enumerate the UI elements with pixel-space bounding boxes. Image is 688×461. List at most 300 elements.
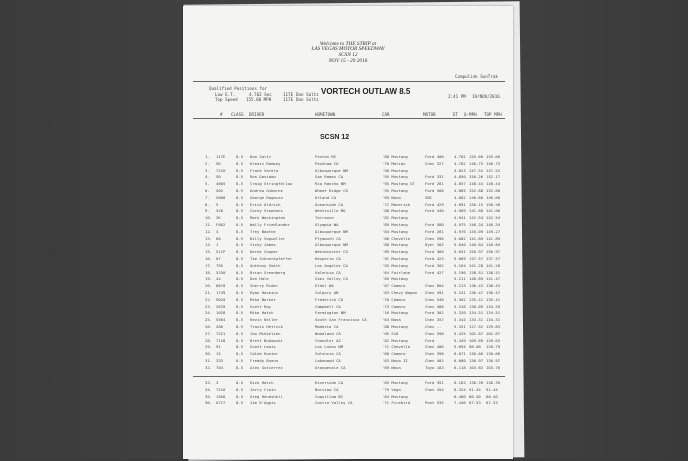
cell-car-number: 5000 bbox=[216, 194, 226, 200]
cell-row-number: 25. bbox=[205, 317, 213, 323]
cell-motor: Ford 427 bbox=[425, 269, 444, 275]
cell-car-number: 5564 bbox=[216, 317, 226, 323]
table-row bbox=[183, 365, 513, 370]
cell-row-number: 28. bbox=[205, 337, 213, 343]
cell-driver: Sherry Rider bbox=[250, 283, 279, 289]
cell-car-number: 795 bbox=[216, 262, 224, 268]
table-row bbox=[183, 161, 513, 166]
cell-hometown: Oceanside CA bbox=[315, 201, 344, 207]
cell-q-mph: 140.84 bbox=[469, 242, 484, 248]
cell-hometown: Valencia CA bbox=[315, 269, 341, 275]
cell-driver: Greg Hendshell bbox=[250, 393, 283, 399]
cell-car-model: '91 Mustang bbox=[382, 256, 408, 261]
cell-driver: Kevin Keller bbox=[250, 317, 279, 323]
cell-car-number: 1 bbox=[216, 242, 219, 248]
table-row bbox=[183, 174, 513, 179]
cell-et: 4.976 bbox=[454, 228, 466, 234]
nonqualified-separator bbox=[193, 376, 505, 377]
cell-top-mph: 146.75 bbox=[486, 160, 501, 166]
cell-hometown: Lakewood CA bbox=[315, 358, 341, 363]
cell-motor: Ford 429 bbox=[425, 201, 444, 207]
cell-top-mph: 141.89 bbox=[486, 235, 501, 241]
table-row bbox=[183, 310, 513, 315]
cell-hometown: Wheat Ridge CO bbox=[315, 188, 348, 193]
cell-hometown: Woodland CA bbox=[315, 330, 341, 336]
cell-top-mph: 136.43 bbox=[486, 283, 501, 289]
cell-motor: Ford 302 bbox=[425, 262, 444, 268]
cell-motor: Ford 400 bbox=[425, 154, 444, 159]
cell-car-number: 1749 bbox=[216, 290, 226, 295]
header-rule bbox=[193, 118, 505, 119]
col-driver: DRIVER bbox=[249, 112, 265, 117]
cell-class: 8.5 bbox=[236, 249, 244, 255]
cell-et: 5.425 bbox=[454, 330, 466, 336]
cell-top-mph: 152.88 bbox=[486, 188, 501, 193]
cell-car-model: '16 Mustang bbox=[382, 310, 408, 316]
table-row bbox=[183, 297, 513, 302]
cell-et: 5.320 bbox=[454, 310, 466, 316]
cell-car-model: '84 Mustang bbox=[382, 228, 408, 234]
cell-hometown: Campbell CA bbox=[315, 303, 341, 309]
cell-top-mph: 150.97 bbox=[486, 249, 501, 255]
cell-hometown: Coquitlam BC bbox=[315, 393, 344, 399]
cell-driver: Rick Hatch bbox=[250, 380, 274, 385]
cell-car-number: 333 bbox=[216, 358, 224, 363]
cell-top-mph: 91.44 bbox=[486, 386, 498, 392]
cell-car-model: '71 Chevelle bbox=[382, 344, 411, 350]
cell-car-model: '70 Camaro bbox=[382, 296, 406, 302]
col-et: ET bbox=[453, 112, 459, 117]
cell-driver: Brian Greenberg bbox=[250, 269, 286, 275]
cell-motor: Pont 535 bbox=[425, 400, 444, 406]
cell-et: 6.163 bbox=[454, 380, 466, 385]
cell-driver: Mike Barker bbox=[250, 296, 276, 302]
cell-hometown: Chandler AZ bbox=[315, 337, 341, 343]
cell-motor: Chev 604 bbox=[425, 283, 444, 289]
cell-top-mph: 155.60 bbox=[486, 154, 501, 159]
cell-top-mph: 136.47 bbox=[486, 290, 501, 295]
cell-driver: Don Saltz bbox=[250, 154, 272, 159]
cell-motor: Chev 398 bbox=[425, 330, 444, 336]
cell-q-mph: 148.44 bbox=[469, 181, 484, 187]
cell-top-mph: 130.97 bbox=[486, 358, 501, 363]
cell-top-mph: 134.51 bbox=[486, 310, 501, 316]
cell-car-model: '73 Camaro bbox=[382, 303, 406, 309]
cell-q-mph: 87.53 bbox=[469, 400, 481, 406]
cell-q-mph: 155.60 bbox=[469, 154, 484, 159]
table-row bbox=[183, 380, 513, 385]
low-et-value: 4.762 Sec bbox=[249, 92, 272, 97]
cell-driver: Trey Boothe bbox=[250, 228, 276, 234]
cell-top-mph: 134.59 bbox=[486, 303, 501, 309]
cell-hometown: Orangevale CA bbox=[315, 364, 346, 370]
cell-top-mph: 103.76 bbox=[486, 364, 501, 370]
cell-top-mph: 130.39 bbox=[486, 380, 501, 385]
cell-q-mph: 150.26 bbox=[469, 174, 484, 180]
cell-motor: Ford 281 bbox=[425, 181, 444, 187]
cell-hometown: Albuquerque NM bbox=[315, 228, 348, 234]
cell-row-number: 12. bbox=[205, 228, 213, 234]
cell-car-model: '64 Fairlane bbox=[382, 269, 411, 275]
cell-driver: Andrew Osborne bbox=[250, 188, 283, 193]
low-et-car: 117E bbox=[283, 92, 294, 97]
cell-hometown: Albuquerque NM bbox=[315, 167, 348, 173]
cell-car-number: 1956 bbox=[216, 393, 226, 399]
cell-car-model: '63 Nova II bbox=[382, 358, 408, 363]
cell-top-mph: 129.03 bbox=[486, 337, 501, 343]
cell-hometown: Rio Rancho NM bbox=[315, 181, 346, 187]
cell-motor: Ford 440 bbox=[425, 208, 444, 214]
cell-class: 8.5 bbox=[236, 167, 244, 173]
table-row bbox=[183, 195, 513, 200]
cell-row-number: 31. bbox=[205, 358, 213, 363]
cell-car-number: 91 bbox=[216, 344, 221, 350]
table-row bbox=[183, 263, 513, 268]
cell-class: 8.5 bbox=[236, 235, 244, 241]
cell-row-number: 30. bbox=[205, 351, 213, 357]
cell-q-mph: 150.97 bbox=[469, 249, 484, 255]
cell-q-mph: 147.52 bbox=[469, 167, 484, 173]
cell-q-mph: 80.40 bbox=[469, 393, 481, 399]
table-row bbox=[183, 290, 513, 295]
cell-driver: Frank Varela bbox=[250, 167, 279, 173]
cell-row-number: 32. bbox=[205, 364, 213, 370]
cell-row-number: 5. bbox=[205, 181, 210, 187]
cell-class: 8.5 bbox=[236, 330, 244, 336]
cell-et: 5.213 bbox=[454, 283, 466, 289]
cell-car-model: '89 Mustang bbox=[382, 276, 408, 282]
cell-class: 8.5 bbox=[236, 380, 244, 385]
cell-class: 8.5 bbox=[236, 296, 244, 302]
cell-driver: Travis Hetrick bbox=[250, 324, 283, 329]
cell-car-number: 15 bbox=[216, 351, 221, 357]
cell-row-number: 7. bbox=[205, 194, 210, 200]
cell-motor: Chev 540 bbox=[425, 296, 444, 302]
table-row bbox=[183, 270, 513, 275]
cell-top-mph: 129.83 bbox=[486, 324, 501, 329]
cell-motor: Ford 331 bbox=[425, 174, 444, 180]
col-class: CLASS bbox=[231, 112, 244, 117]
cell-hometown: Plymouth CA bbox=[315, 235, 341, 241]
table-row bbox=[183, 324, 513, 329]
cell-hometown: Barstow CA bbox=[315, 386, 339, 392]
cell-car-number: 2K bbox=[216, 215, 221, 221]
cell-driver: Wally Friedlander bbox=[250, 222, 290, 227]
cell-et: 5.196 bbox=[454, 269, 466, 275]
cell-row-number: 23. bbox=[205, 303, 213, 309]
cell-hometown: South San Francisco CA bbox=[315, 317, 367, 323]
cell-driver: Mike Hatch bbox=[250, 310, 274, 316]
table-row bbox=[183, 202, 513, 207]
cell-et: 5.164 bbox=[454, 262, 466, 268]
cell-top-mph: 146.60 bbox=[486, 194, 501, 200]
results-sheet bbox=[183, 6, 513, 459]
table-row bbox=[183, 154, 513, 159]
cell-class: 8.5 bbox=[236, 269, 244, 275]
cell-motor: Chev 406 bbox=[425, 344, 444, 350]
cell-top-mph: 102.87 bbox=[486, 330, 501, 336]
cell-row-number: 36. bbox=[205, 400, 213, 406]
cell-car-model: '88 Mustang bbox=[382, 324, 408, 329]
cell-hometown: Valencia CA bbox=[315, 351, 341, 357]
cell-row-number: 34. bbox=[205, 386, 213, 392]
table-row bbox=[183, 256, 513, 261]
cell-car-model: '88 Mustang bbox=[382, 154, 408, 159]
cell-motor: Ford 308 bbox=[425, 188, 444, 193]
cell-row-number: 17. bbox=[205, 262, 213, 268]
cell-q-mph: 141.89 bbox=[469, 235, 484, 241]
cell-class: 8.5 bbox=[236, 358, 244, 363]
cell-car-number: F602 bbox=[216, 222, 226, 227]
cell-car-number: 1028 bbox=[216, 310, 226, 316]
cell-et: 4.909 bbox=[454, 208, 466, 214]
cell-class: 8.5 bbox=[236, 324, 244, 329]
cell-driver: Jerry Crain bbox=[250, 386, 276, 392]
cell-q-mph: 103.62 bbox=[469, 364, 484, 370]
cell-top-mph: 141.47 bbox=[486, 276, 501, 282]
cell-row-number: 16. bbox=[205, 256, 213, 261]
cell-top-mph: 150.58 bbox=[486, 201, 501, 207]
cell-motor: Chev 454 bbox=[425, 386, 444, 392]
cell-et: 5.002 bbox=[454, 235, 466, 241]
cell-hometown: Albuquerque NM bbox=[315, 242, 348, 248]
table-row bbox=[183, 351, 513, 356]
cell-row-number: 6. bbox=[205, 188, 210, 193]
cell-row-number: 19. bbox=[205, 276, 213, 282]
cell-motor: Chev 396 bbox=[425, 235, 444, 241]
cell-motor: SBC bbox=[425, 194, 433, 200]
cell-et: 4.762 bbox=[454, 154, 466, 159]
cell-car-number: 260 bbox=[216, 324, 224, 329]
cell-car-number: 4 bbox=[216, 228, 219, 234]
table-row bbox=[183, 215, 513, 220]
top-speed-label: Top Speed bbox=[215, 97, 238, 102]
cell-motor: Ford 302 bbox=[425, 310, 444, 316]
cell-class: 8.5 bbox=[236, 393, 244, 399]
cell-q-mph: 141.66 bbox=[469, 208, 484, 214]
cell-row-number: 4. bbox=[205, 174, 210, 180]
cell-q-mph: 135.41 bbox=[469, 296, 484, 302]
cell-car-number: 704 bbox=[216, 364, 224, 370]
col-car: CAR bbox=[382, 112, 390, 117]
cell-row-number: 13. bbox=[205, 235, 213, 241]
cell-car-number: 66 bbox=[216, 235, 221, 241]
cell-et: 5.694 bbox=[454, 344, 466, 350]
cell-q-mph: 145.09 bbox=[469, 228, 484, 234]
cell-hometown: Orland CA bbox=[315, 194, 337, 200]
cell-car-model: '69 Nova bbox=[382, 194, 401, 200]
cell-class: 8.5 bbox=[236, 303, 244, 309]
cell-top-mph: 80.40 bbox=[486, 393, 498, 399]
event-title: VORTECH OUTLAW 8.5 bbox=[321, 87, 411, 96]
table-row bbox=[183, 242, 513, 247]
cell-row-number: 24. bbox=[205, 310, 213, 316]
cell-q-mph: 150.15 bbox=[469, 201, 484, 207]
cell-et: 5.241 bbox=[454, 290, 466, 295]
cell-q-mph: 130.39 bbox=[469, 380, 484, 385]
cell-class: 8.5 bbox=[236, 154, 244, 159]
cell-top-mph: 137.57 bbox=[486, 256, 501, 261]
cell-et: 4.865 bbox=[454, 188, 466, 193]
cell-car-model: '64 Nova bbox=[382, 317, 401, 323]
table-row bbox=[183, 249, 513, 254]
cell-driver: Don Hale bbox=[250, 276, 269, 282]
cell-driver: Jim D'Aggis bbox=[250, 400, 276, 406]
table-row bbox=[183, 229, 513, 234]
cell-class: 8.5 bbox=[236, 174, 244, 180]
cell-hometown: Riverside CA bbox=[315, 380, 344, 385]
header-line-4: NOV 15 - 20 2016 bbox=[328, 58, 368, 64]
cell-et: 4.850 bbox=[454, 174, 466, 180]
cell-hometown: Modesto CA bbox=[315, 324, 339, 329]
cell-car-model: '88 Mustang bbox=[382, 208, 408, 214]
cell-car-number: 502 bbox=[216, 188, 224, 193]
col-num: # bbox=[220, 112, 223, 117]
cell-et: 6.071 bbox=[454, 351, 466, 357]
cell-hometown: Frederick CO bbox=[315, 296, 344, 302]
cell-row-number: 3. bbox=[205, 167, 210, 173]
cell-class: 8.5 bbox=[236, 188, 244, 193]
cell-car-number: 7216 bbox=[216, 386, 226, 392]
cell-car-number: 5 bbox=[216, 201, 219, 207]
cell-car-number: 4665 bbox=[216, 181, 226, 187]
cell-motor: Chev 491 bbox=[425, 290, 444, 295]
cell-car-model: '88 Mustang bbox=[382, 242, 408, 248]
cell-hometown: Hesperia CA bbox=[315, 256, 341, 261]
top-speed-driver: Don Saltz bbox=[296, 97, 319, 102]
cell-q-mph: 102.87 bbox=[469, 330, 484, 336]
cell-top-mph: 141.28 bbox=[486, 262, 501, 268]
cell-hometown: Torrance bbox=[315, 215, 334, 221]
cell-et: 4.891 bbox=[454, 201, 466, 207]
table-row bbox=[183, 358, 513, 363]
cell-car-number: 5R bbox=[216, 160, 221, 166]
cell-car-number: 3 bbox=[216, 380, 219, 385]
cell-hometown: Ethel WA bbox=[315, 283, 334, 289]
cell-top-mph: 87.53 bbox=[486, 400, 498, 406]
cell-hometown: Fenton MI bbox=[315, 154, 337, 159]
top-speed-car: 117E bbox=[283, 97, 294, 102]
cell-row-number: 10. bbox=[205, 215, 213, 221]
cell-row-number: 15. bbox=[205, 249, 213, 255]
cell-class: 8.5 bbox=[236, 181, 244, 187]
cell-q-mph: 137.57 bbox=[469, 256, 484, 261]
cell-driver: Jon Mikkelsen bbox=[250, 330, 281, 336]
cell-row-number: 11. bbox=[205, 222, 213, 227]
cell-motor: Ford 351 bbox=[425, 380, 444, 385]
cell-et: 4.975 bbox=[454, 222, 466, 227]
cell-row-number: 21. bbox=[205, 290, 213, 295]
cell-driver: Ryan Hoskins bbox=[250, 290, 279, 295]
cell-class: 8.5 bbox=[236, 194, 244, 200]
cell-driver: Ron Davidow bbox=[250, 174, 276, 180]
cell-q-mph: 136.43 bbox=[469, 283, 484, 289]
cell-hometown: Farmington NM bbox=[315, 310, 346, 316]
cell-car-model: '89 Mustang bbox=[382, 222, 408, 227]
cell-q-mph: 136.47 bbox=[469, 290, 484, 295]
cell-top-mph: 142.54 bbox=[486, 215, 501, 221]
cell-row-number: 1. bbox=[205, 154, 210, 159]
cell-car-model: '95 Mustang bbox=[382, 174, 408, 180]
cell-driver: Tim Schneckpfeffer bbox=[250, 256, 293, 261]
cell-car-number: 2070 bbox=[216, 303, 226, 309]
cell-car-model: '93 Mustang bbox=[382, 262, 408, 268]
cell-driver: Corey Stephens bbox=[250, 208, 283, 214]
cell-motor: Chev 398 bbox=[425, 351, 444, 357]
table-row bbox=[183, 276, 513, 281]
cell-car-model: '69 Nova bbox=[382, 364, 401, 370]
cell-et: 6.080 bbox=[454, 358, 466, 363]
cell-hometown: Peckham CO bbox=[315, 160, 339, 166]
table-row bbox=[183, 283, 513, 288]
cell-motor: Chev 408 bbox=[425, 303, 444, 309]
cell-et: 4.857 bbox=[454, 181, 466, 187]
cell-class: 8.5 bbox=[236, 364, 244, 370]
cell-q-mph: 134.31 bbox=[469, 317, 484, 323]
cell-car-number: 117E bbox=[216, 154, 226, 159]
cell-car-number: 721H bbox=[216, 167, 226, 173]
top-speed-value: 155.60 MPH bbox=[246, 97, 272, 102]
cell-motor: Chev 327 bbox=[425, 160, 444, 166]
cell-driver: Freddy Bueno bbox=[250, 358, 279, 363]
col-top-mph: TOP MPH bbox=[484, 112, 502, 117]
cell-class: 8.5 bbox=[236, 386, 244, 392]
cell-et: 5.069 bbox=[454, 256, 466, 261]
cell-car-number: 9020 bbox=[216, 296, 226, 302]
table-row bbox=[183, 236, 513, 241]
cell-et: 5.302 bbox=[454, 296, 466, 302]
cell-et: 4.882 bbox=[454, 194, 466, 200]
divider bbox=[193, 81, 505, 82]
cell-top-mph: 149.27 bbox=[486, 228, 501, 234]
cell-car-number: 50 bbox=[216, 174, 221, 180]
cell-driver: Caleb Hunter bbox=[250, 351, 279, 357]
table-row bbox=[183, 181, 513, 186]
cell-hometown: Calgary AB bbox=[315, 290, 339, 295]
cell-row-number: 9. bbox=[205, 208, 210, 214]
vendor-label: Compulink SunTrak bbox=[455, 74, 498, 79]
qualified-title: Qualified Positions for bbox=[209, 86, 267, 91]
cell-motor: Ford 423 bbox=[425, 256, 444, 261]
cell-et: 5.316 bbox=[454, 303, 466, 309]
cell-q-mph: 142.54 bbox=[469, 215, 484, 221]
cell-driver: Craig Stringfellow bbox=[250, 181, 293, 187]
cell-q-mph: 134.51 bbox=[469, 310, 484, 316]
cell-driver: Vicky James bbox=[250, 242, 276, 248]
cell-car-model: '65 Mustang bbox=[382, 380, 408, 385]
cell-driver: Derek Cooper bbox=[250, 249, 279, 255]
cell-q-mph: 152.88 bbox=[469, 188, 484, 193]
cell-motor: Dyer 302 bbox=[425, 242, 444, 248]
cell-class: 8.5 bbox=[236, 337, 244, 343]
header-line-1: Welcome to THE STRIP at bbox=[319, 41, 377, 47]
table-row bbox=[183, 387, 513, 392]
cell-class: 8.5 bbox=[236, 344, 244, 350]
cell-car-number: 7221 bbox=[216, 330, 226, 336]
cell-q-mph: 146.75 bbox=[469, 160, 484, 166]
cell-class: 8.5 bbox=[236, 215, 244, 221]
cell-hometown: San Ramos CA bbox=[315, 174, 344, 180]
col-motor: MOTOR bbox=[423, 112, 436, 117]
cell-car-model: '90 Mustang bbox=[382, 167, 408, 173]
cell-car-model: '82 Mustang bbox=[382, 215, 408, 221]
cell-q-mph: 109.89 bbox=[469, 337, 484, 343]
cell-car-model: '82 Mustang bbox=[382, 337, 408, 343]
cell-driver: Anthony Smith bbox=[250, 262, 281, 268]
cell-row-number: 8. bbox=[205, 201, 210, 207]
cell-class: 8.5 bbox=[236, 208, 244, 214]
cell-row-number: 20. bbox=[205, 283, 213, 289]
